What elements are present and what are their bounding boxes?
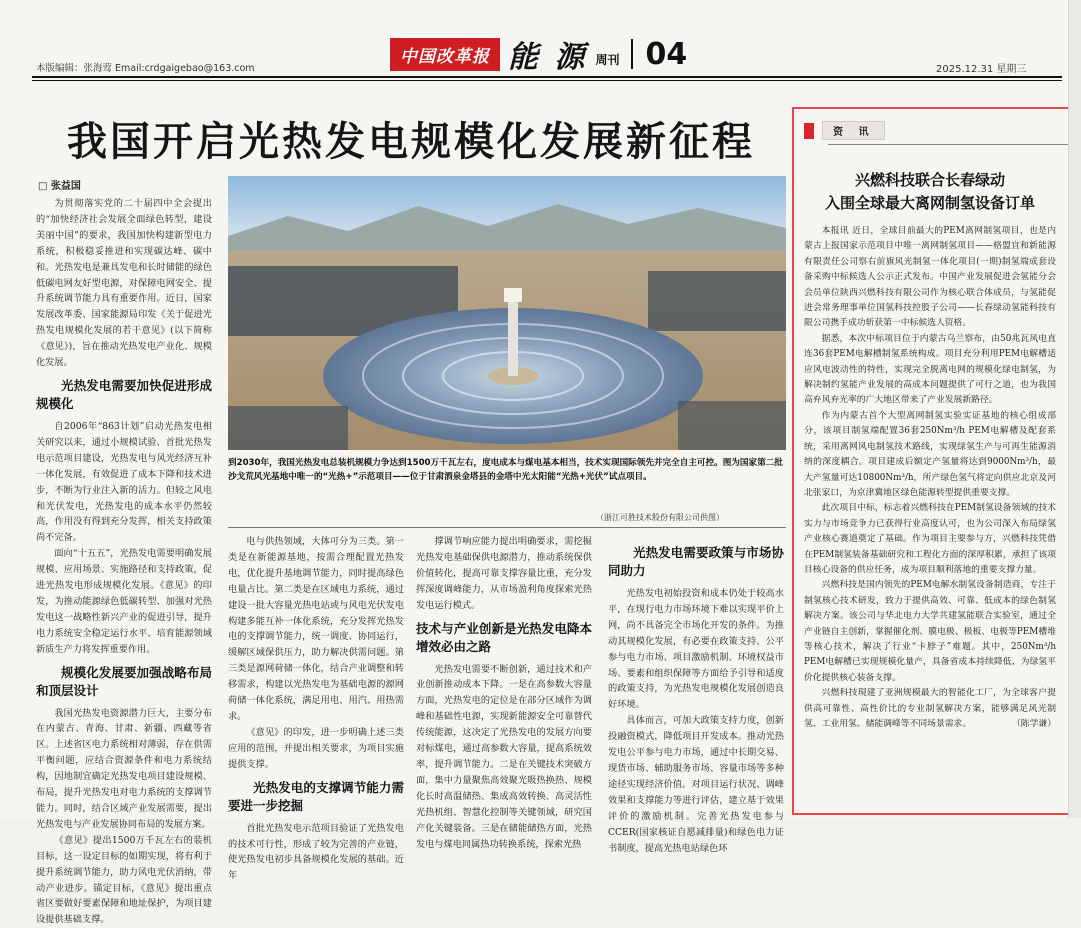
news-brief-content	[804, 121, 1056, 729]
paragraph: 我国光热发电资源潜力巨大，主要分布在内蒙古、青海、甘肃、新疆、西藏等省区。上述省区电力系统相对薄弱，存在供需平衡问题，应结合资源条件和电力系统结构，因地制宜确定光热发电项目建设规模、布局，提升光热发电对电力系统的支撑调节能力。同时，结合区域产业发展需要，提出光热发电与产业发展协同布局的发展方案。	[36, 707, 212, 830]
title-line-2: 入围全球最大离网制氢设备订单	[824, 194, 1035, 212]
page-edge	[1068, 0, 1081, 818]
masthead	[390, 34, 687, 74]
paragraph: 电与供热领域，大体可分为三类。第一类是在新能源基地，按需合理配置光热发电，优化提升基地调节能力，同时提高绿色电量占比。第二类是在区域电力系统，通过建设一批大容量光热电站或与风电光伏发电构建多能互补一体化系统，充分发挥光热发电的支撑调节能力，统一调度、协同运行，缓解区域保供压力，助力解决供需问题。第三类是源网荷储一体化，结合产业调整和转移需求，构建以光热发电为基础电源的源网荷储一体化系统，满足用电、用汽、用热需求。	[228, 536, 404, 722]
header-rule-thin	[32, 80, 1062, 81]
caption-rule	[228, 527, 786, 528]
tag-rule	[828, 144, 1068, 145]
paragraph	[804, 686, 1056, 732]
news-tag	[804, 121, 1056, 140]
article-headline: 我国开启光热发电规模化发展新征程	[67, 118, 755, 165]
issue-date: 2025.12.31 星期三	[936, 64, 1027, 75]
paragraph: 光热发电需要不断创新，通过技术和产业创新推动成本下降。一是在高参数大容量方面，光热发电的定位是在部分区域作为调峰和基础性电源，实现新能源安全可靠替代传统能源，这决定了光热发电的发展方向要对标煤电，通过高参数大容量，提高系统效率，提升调节能力。二是在关键技术突破方面，集中力量聚焦高效聚光吸热换热、规模化长时高温储热、集成高效转换、高灵活性光热机组、智慧化控制等关键领域，研究国产化关键装备。三是在储能储热方面，光热发电与煤电同属热功转换系统，探索光热	[416, 663, 592, 850]
paragraph: 撑调节响应能力提出明确要求，需挖掘光热发电基础保供电源潜力，推动系统保供价值转化，提高可靠支撑容量比重，充分发挥深度调峰能力，从市场盈利角度探索光热发电运行模式。	[416, 536, 592, 611]
photo-credit: （浙江可胜技术股份有限公司供图）	[596, 513, 724, 522]
article-column-1	[36, 196, 212, 926]
section-title: 能 源	[508, 40, 588, 75]
page-number: 04	[645, 36, 688, 72]
news-brief-body	[804, 224, 1056, 732]
tag-marker	[804, 123, 814, 139]
editor-info: 本版编辑：张海莺 Email:crdgaigebao@163.com	[36, 63, 255, 74]
paragraph: 首批光热发电示范项目验证了光热发电的技术可行性，形成了较为完善的产业链，使光热发电初步具备规模化发展的基础。近年	[228, 822, 404, 882]
paragraph: 作为内蒙古首个大型离网制氢实验实证基地的核心组成部分，该项目制氢端配置36套250Nm³/h PEM电解槽及配套系统，采用离网风电制氢技术路线，实现绿氢生产与可再生能源消纳的深度耦合。项目建成后额定产氢量将达到9000Nm³/h，最大产氢量可达10800Nm³/h，所产绿色氢气将定向供应北京及河北张家口，为京津冀地区绿色能源转型提供重要支撑。	[804, 410, 1056, 498]
paragraph-text: 兴燃科技現建了亚洲规模最大的智能化工厂，为全球客户提供高可靠性、高性价比的专业制氢解决方案，能够满足风光制氢、工业用氢、储能调峰等不同场景需求。	[804, 688, 1056, 729]
paragraph: 兴燃科技是国内领先的PEM电解水制氢设备制造商，专注于制氢核心技术研发，致力于提供高效、可靠、低成本的绿色制氢解决方案。该公司与华北电力大学共建氢能联合实验室，通过全产业链自主创新，掌握催化剂、膜电极、极板、电极等PEM槽堆等核心技术，解决了行业“卡脖子”难题。其中，250Nm³/h PEM电解槽已实现规模化量产，具备省成本持续降低、为绿氢平价化提供核心装备支撑。	[804, 580, 1056, 683]
paragraph: 自2006年“863计划”启动光热发电相关研究以来，通过小规模试验、首批光热发电示范项目建设，光热发电与风光经济互补一体化发展，有效促进了成本下降和技术进步，不断为行业注入新的活力。但较之风电和光伏发电，光热发电的成本水平仍然较高，作用没有得到充分发挥，相关支持政策尚不完备。	[36, 420, 212, 544]
paragraph: 《意见》的印发，进一步明确上述三类应用的范围，并提出相关要求，为项目实施提供支撑。	[228, 726, 404, 770]
subheading: 技术与产业创新是光热发电降本增效必由之路	[416, 620, 592, 654]
paragraph: 据悉，本次中标项目位于内蒙古乌兰察布，由50兆瓦风电直连36套PEM电解槽制氢系统构成。项目充分利用PEM电解槽适应风电波动性的特性，实现完全脱离电网的规模化绿电制氢，为解决制约氢能产业发展的高成本问题提供了可行之道，也为我国高弃风弃光率的广大地区带来了产业发展新路径。	[804, 333, 1056, 406]
masthead-divider	[631, 39, 633, 69]
solar-plant-photo	[228, 176, 786, 450]
article-column-3	[416, 534, 592, 850]
paragraph: 此次项目中标，标志着兴燃科技在PEM制氢设备领域的技术实力与市场竞争力已获得行业高度认可，也为公司深入布局绿氢产业核心赛道奠定了基础。作为项目主要参与方，兴燃科技凭借在PEM制氢装备基础研究和工程化方面的深厚积累，承担了该项目核心设备的供应任务，成为项目顺利落地的重要支撑力量。	[804, 503, 1056, 575]
paragraph: 面向“十五五”，光热发电需要明确发展规模、应用场景、实施路径和支持政策，促进光热发电形成规模化发展。《意见》的印发，为推动能源绿色低碳转型、加强对光热发电这一战略性新兴产业的促进引导，提升电力系统安全稳定运行水平、培育能源领域新质生产力将发挥重要作用。	[36, 548, 212, 655]
subheading: 规模化发展要加强战略布局和顶层设计	[36, 664, 212, 698]
article-column-4	[608, 538, 784, 854]
subheading: 光热发电的支撑调节能力需要进一步挖掘	[228, 779, 404, 813]
author: （陈学谦）	[1012, 719, 1056, 729]
photo-image	[228, 176, 786, 450]
paragraph: 《意见》提出1500万千瓦左右的装机目标，这一设定目标的如期实现，将有利于提升系统调节能力，助力风电光伏消纳，带动产业进步。锚定目标，《意见》提出重点省区要做好要素保障和地址保护，为项目建设提供基础支撑。	[36, 834, 212, 926]
header-rule	[32, 76, 1062, 78]
news-brief-box	[792, 107, 1070, 815]
section-subtitle: 周刊	[595, 52, 620, 67]
title-line-1: 兴燃科技联合长春绿动	[854, 171, 1005, 189]
photo-caption: 到2030年，我国光热发电总装机规模力争达到1500万千瓦左右，度电成本与煤电基本相当，技术实现国际领先并完全自主可控。图为国家第二批沙戈荒风光基地中唯一的“光热+”示范项目——位于甘肃酒泉金塔县的金塔中光太阳能“光热+光伏”试点项目。	[228, 458, 783, 482]
paragraph: 具体而言，可加大政策支持力度，创新投融资模式，降低项目开发成本。推动光热发电公平参与电力市场，通过中长期交易、现货市场、辅助服务市场、容量市场等多种途径实现经济价值。对项目运行状况、调峰效果和支撑能力等进行评估，建立基于效果评价的激励机制。完善光热发电参与CCER(国家核证自愿减排量)和绿色电力证书制度，提高光热电站绿色环	[608, 715, 784, 854]
article-column-2	[228, 534, 404, 882]
paragraph: 本报讯 近日，全球目前最大的PEM离网制氢项目，也是内蒙古上报国家示范项目中唯一离网制氢项目——格盟宜和新能源有限责任公司察右前旗风光制氢一体化项目(一期)制氢端成套设备采购中标候选人公示正式发布。中国产业发展促进会氢能分会会员单位陕西兴燃科技有限公司作为核心联合体成员，与氢能促进会常务理事单位国氢科技控股子公司——长春绿动氢能科技有限公司携手成功斩获第一中标候选人资格。	[804, 226, 1056, 329]
subheading: 光热发电需要加快促进形成规模化	[36, 377, 212, 411]
news-brief-title	[804, 169, 1056, 215]
subheading: 光热发电需要政策与市场协同助力	[608, 545, 784, 578]
tag-label: 资 讯	[822, 121, 885, 140]
paragraph: 为贯彻落实党的二十届四中全会提出的“加快经济社会发展全面绿色转型，建设美丽中国”的要求，我国加快构建新型电力系统，积极稳妥推进和实现碳达峰、碳中和。光热发电是兼具发电和长时储能的绿色低碳电网友好型电源，对保障电网安全、提升系统调节能力具有重要作用。近日，国家发展改革委、国家能源局印发《关于促进光热发电规模化发展的若干意见》(以下简称《意见》)，旨在推动光热发电产业化、规模化发展。	[36, 198, 212, 369]
article-byline: □ 张益国	[38, 181, 81, 192]
paragraph: 光热发电初始投资和成本仍处于较高水平，在现行电力市场环境下难以实现平价上网，尚不具备完全市场化开发的条件。为推动其规模化发展，有必要在政策支持、公平参与电力市场、项目激励机制、环境权益市场、要素和组织保障等方面给予引导和适度的政策支持，为光热发电规模化发展创造良好环境。	[608, 588, 784, 711]
newspaper-logo: 中国改革报	[390, 38, 500, 71]
